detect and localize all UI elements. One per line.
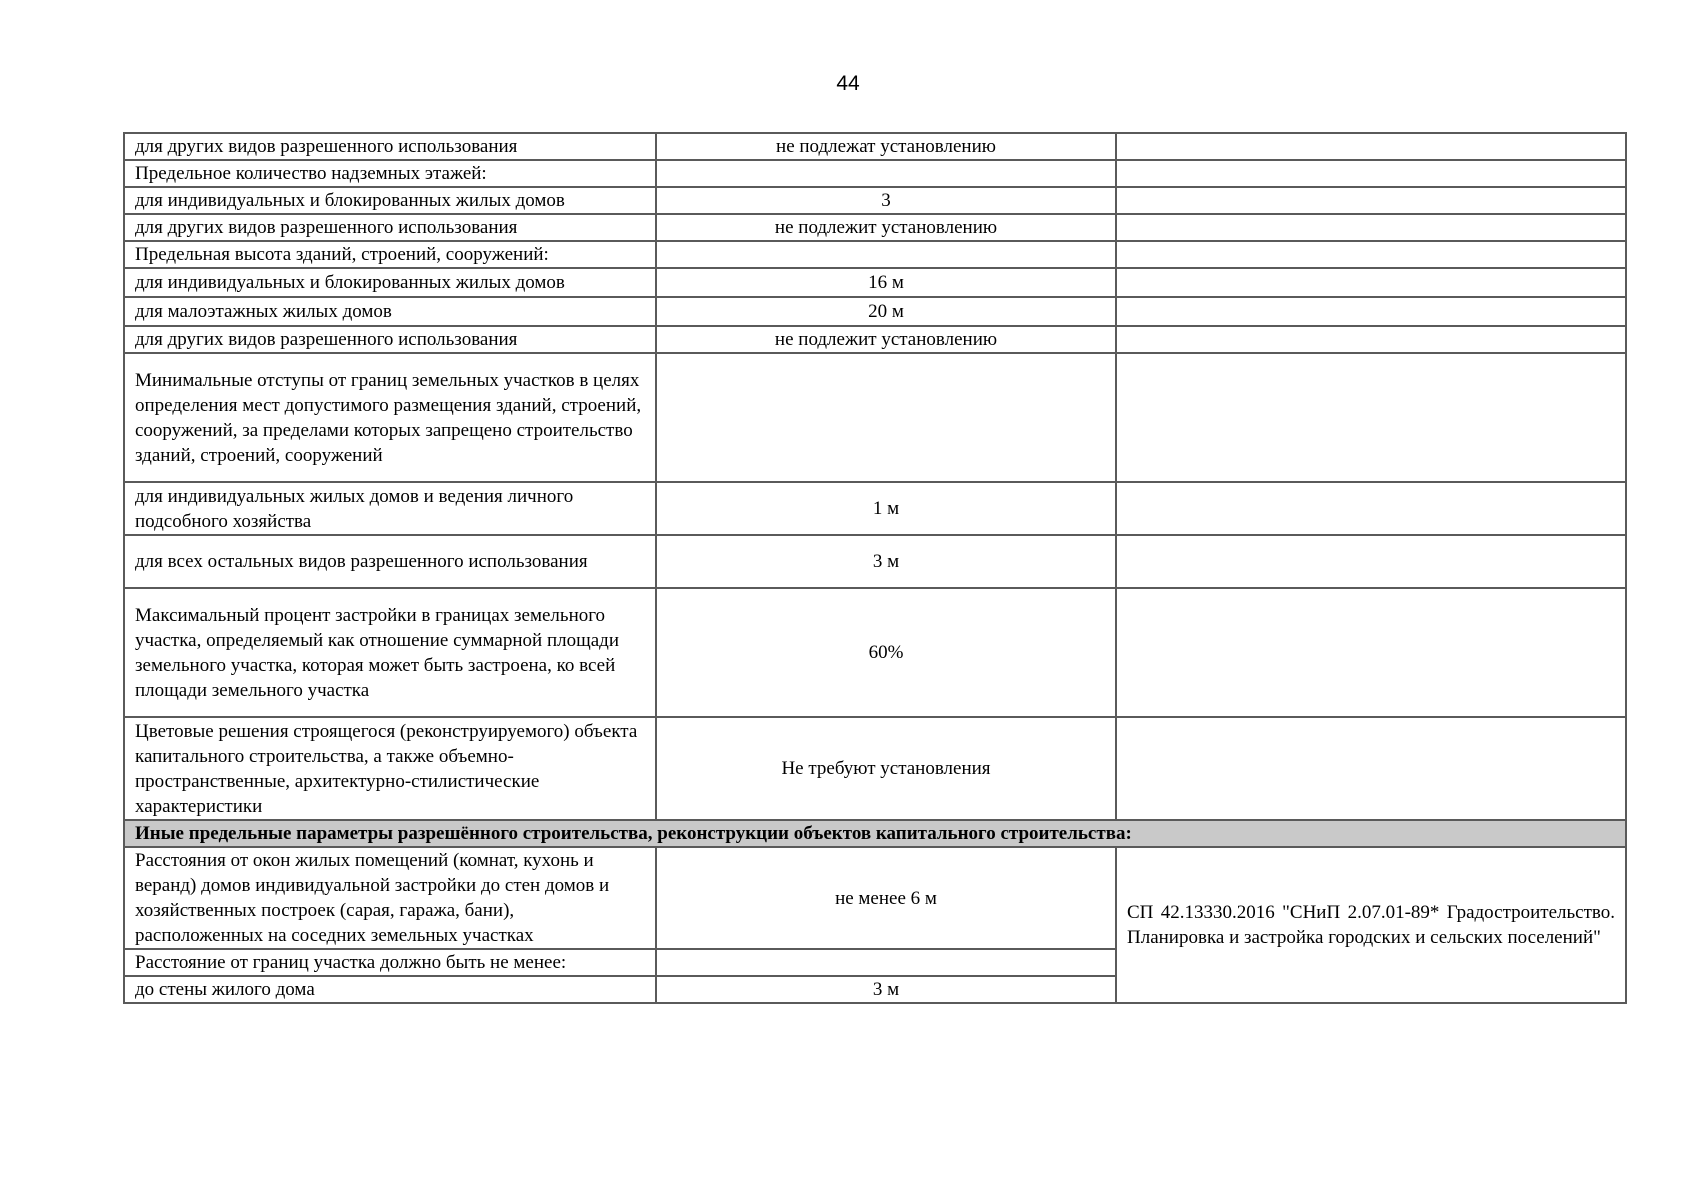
table-row bbox=[124, 133, 1626, 160]
value-cell bbox=[656, 241, 1116, 268]
parameter-cell: для других видов разрешенного использования bbox=[124, 326, 656, 353]
reference-cell bbox=[1116, 268, 1626, 297]
table-row bbox=[124, 482, 1626, 535]
parameter-cell: для малоэтажных жилых домов bbox=[124, 297, 656, 326]
parameter-cell: Предельная высота зданий, строений, сооружений: bbox=[124, 241, 656, 268]
value-cell: не подлежат установлению bbox=[656, 133, 1116, 160]
page-number: 44 bbox=[836, 72, 860, 95]
table-row bbox=[124, 588, 1626, 717]
table-row bbox=[124, 717, 1626, 820]
reference-cell bbox=[1116, 588, 1626, 717]
table-row bbox=[124, 847, 1626, 949]
value-cell: 3 м bbox=[656, 976, 1116, 1003]
value-cell: Не требуют установления bbox=[656, 717, 1116, 820]
reference-cell bbox=[1116, 297, 1626, 326]
value-cell: 1 м bbox=[656, 482, 1116, 535]
reference-cell bbox=[1116, 535, 1626, 588]
reference-cell bbox=[1116, 160, 1626, 187]
parameter-cell: Максимальный процент застройки в границах земельного участка, определяемый как отношение суммарной площади земельного участка, которая может быть застроена, ко всей площади земельного участка bbox=[124, 588, 656, 717]
table-row bbox=[124, 241, 1626, 268]
value-cell: 20 м bbox=[656, 297, 1116, 326]
regulations-table bbox=[123, 132, 1627, 1004]
value-cell bbox=[656, 160, 1116, 187]
parameter-cell: Цветовые решения строящегося (реконструируемого) объекта капитального строительства, а также объемно-пространственные, архитектурно-стилистические характеристики bbox=[124, 717, 656, 820]
table-row bbox=[124, 326, 1626, 353]
reference-cell bbox=[1116, 241, 1626, 268]
parameter-cell: для индивидуальных и блокированных жилых домов bbox=[124, 187, 656, 214]
parameter-cell: для всех остальных видов разрешенного использования bbox=[124, 535, 656, 588]
parameter-cell: Расстояние от границ участка должно быть не менее: bbox=[124, 949, 656, 976]
section-header-row bbox=[124, 820, 1626, 847]
value-cell: не менее 6 м bbox=[656, 847, 1116, 949]
parameter-cell: до стены жилого дома bbox=[124, 976, 656, 1003]
value-cell: 3 м bbox=[656, 535, 1116, 588]
normative-reference: СП 42.13330.2016 "СНиП 2.07.01-89* Градостроительство. Планировка и застройка городских и сельских поселений" bbox=[1116, 847, 1626, 1003]
parameter-cell: для индивидуальных жилых домов и ведения личного подсобного хозяйства bbox=[124, 482, 656, 535]
value-cell bbox=[656, 949, 1116, 976]
reference-cell bbox=[1116, 133, 1626, 160]
parameter-cell: Предельное количество надземных этажей: bbox=[124, 160, 656, 187]
table-row bbox=[124, 535, 1626, 588]
value-cell: 16 м bbox=[656, 268, 1116, 297]
value-cell bbox=[656, 353, 1116, 482]
table-row bbox=[124, 297, 1626, 326]
parameter-cell: для других видов разрешенного использования bbox=[124, 133, 656, 160]
parameter-cell: Расстояния от окон жилых помещений (комнат, кухонь и веранд) домов индивидуальной застройки до стен домов и хозяйственных построек (сарая, гаража, бани), расположенных на соседних земельных участках bbox=[124, 847, 656, 949]
table-row bbox=[124, 160, 1626, 187]
reference-cell bbox=[1116, 214, 1626, 241]
reference-cell bbox=[1116, 326, 1626, 353]
reference-cell bbox=[1116, 353, 1626, 482]
value-cell: не подлежит установлению bbox=[656, 326, 1116, 353]
reference-cell bbox=[1116, 482, 1626, 535]
value-cell: 60% bbox=[656, 588, 1116, 717]
reference-cell bbox=[1116, 717, 1626, 820]
table-row bbox=[124, 214, 1626, 241]
parameter-cell: для других видов разрешенного использования bbox=[124, 214, 656, 241]
parameter-cell: Минимальные отступы от границ земельных участков в целях определения мест допустимого размещения зданий, строений, сооружений, за пределами которых запрещено строительство зданий, строений, сооружений bbox=[124, 353, 656, 482]
table-row bbox=[124, 268, 1626, 297]
value-cell: не подлежит установлению bbox=[656, 214, 1116, 241]
parameter-cell: для индивидуальных и блокированных жилых домов bbox=[124, 268, 656, 297]
section-header: Иные предельные параметры разрешённого строительства, реконструкции объектов капитального строительства: bbox=[124, 820, 1626, 847]
value-cell: 3 bbox=[656, 187, 1116, 214]
reference-cell bbox=[1116, 187, 1626, 214]
table-row bbox=[124, 353, 1626, 482]
table-row bbox=[124, 187, 1626, 214]
